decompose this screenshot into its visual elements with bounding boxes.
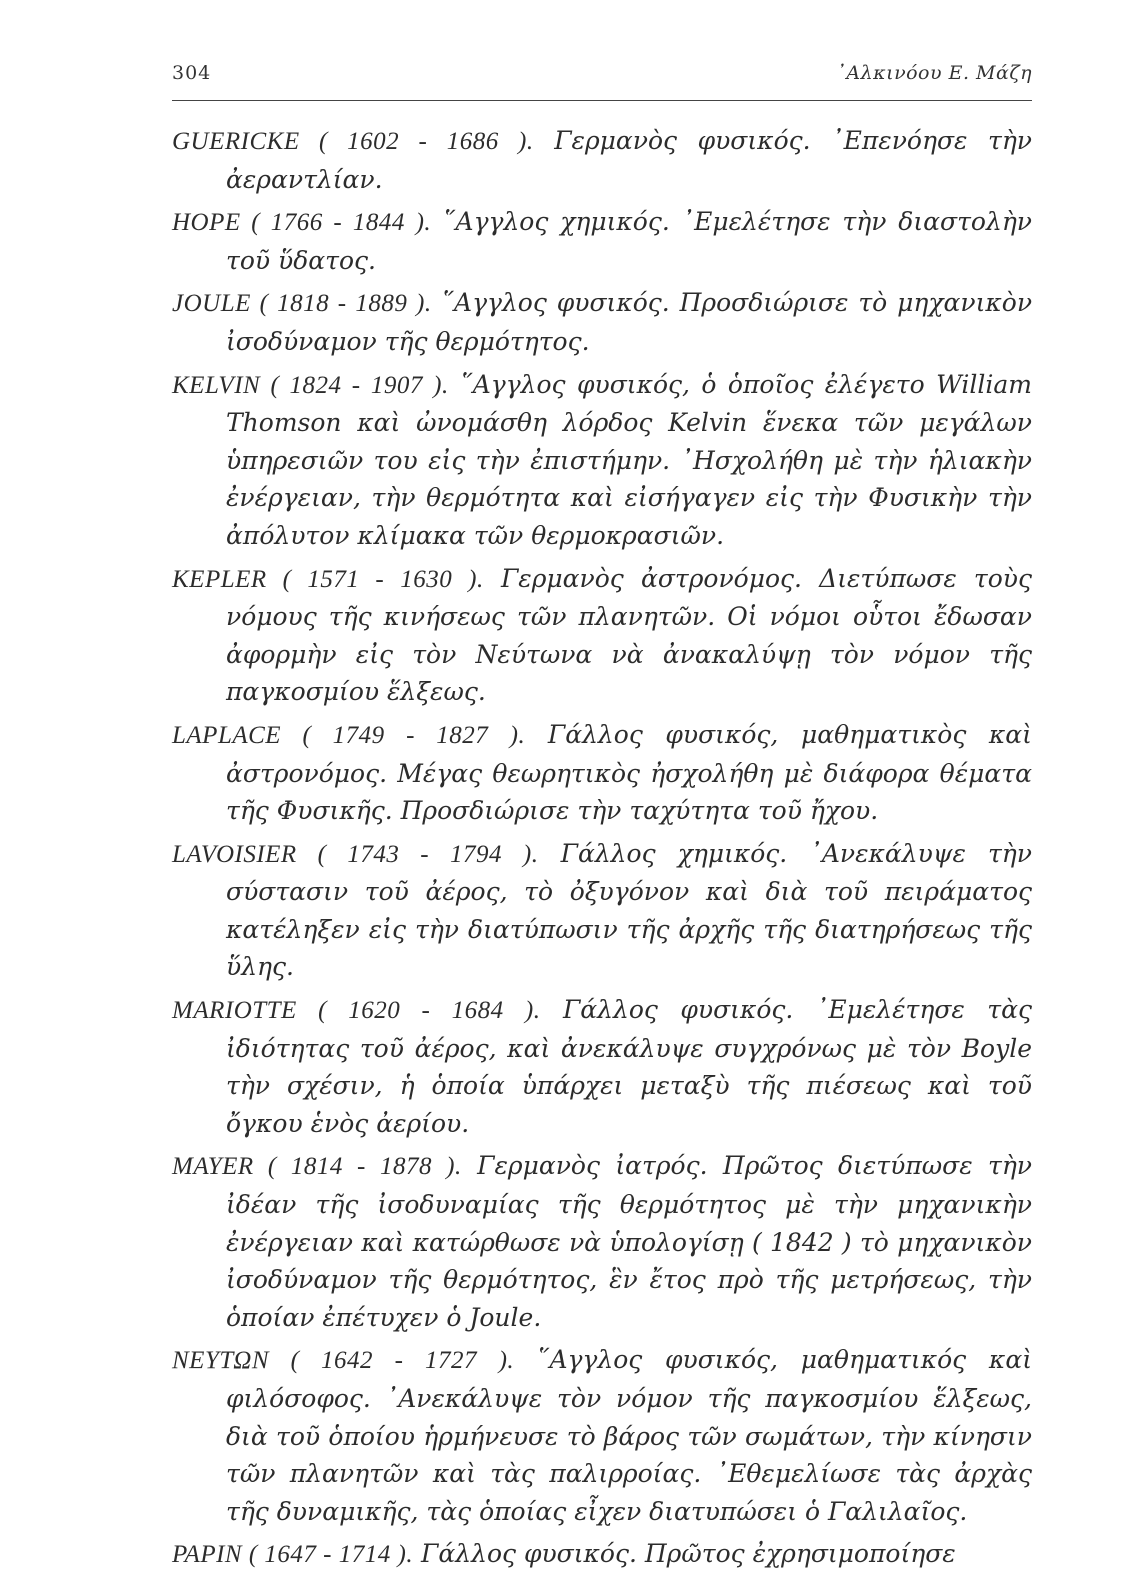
biography-entries [172, 122, 1032, 1579]
entry-mariotte [172, 991, 1032, 1142]
header-rule [172, 100, 1032, 101]
entry-text: Γάλλος χημικός. ᾿Ανεκάλυψε τὴν σύστασιν τοῦ ἀέρος, τὸ ὀξυγόνον καὶ διὰ τοῦ πειράματος κατέληξεν εἰς τὴν διατύπωσιν τῆς ἀρχῆς τῆς διατηρήσεως τῆς ὕλης. [226, 838, 1032, 982]
entry-text: ῞Αγγλος φυσικός. Προσδιώρισε τὸ μηχανικὸν ἰσοδύναμον τῆς θερμότητος. [226, 288, 1033, 356]
entry-name: KEPLER ( 1571 - 1630 ). [172, 565, 484, 593]
entry-text: ῞Αγγλος χημικός. ᾿Εμελέτησε τὴν διαστολὴν τοῦ ὕδατος. [226, 207, 1032, 275]
entry-laplace [172, 716, 1032, 830]
page-number: 304 [172, 62, 212, 84]
running-head: ᾿Αλκινόου Ε. Μάζη [836, 62, 1032, 84]
entry-kepler [172, 560, 1032, 711]
page-header [172, 62, 1032, 102]
entry-text: ῞Αγγλος φυσικός, μαθηματικός καὶ φιλόσοφος. ᾿Ανεκάλυψε τὸν νόμον τῆς παγκοσμίου ἕλξεως, διὰ τοῦ ὁποίου ἡρμήνευσε τὸ βάρος τῶν σωμάτων, τὴν κίνησιν τῶν πλανητῶν καὶ τὰς παλιρροίας. ᾿Εθεμελίωσε τὰς ἀρχὰς τῆς δυναμικῆς, τὰς ὁποίας εἶχεν διατυπώσει ὁ Γαλιλαῖος. [226, 1345, 1032, 1526]
entry-text: Γερμανὸς ἰατρός. Πρῶτος διετύπωσε τὴν ἰδέαν τῆς ἰσοδυναμίας τῆς θερμότητος μὲ τὴν μηχανικὴν ἐνέργειαν καὶ κατώρθωσε νὰ ὑπολογίσῃ ( 1842 ) τὸ μηχανικὸν ἰσοδύναμον τῆς θερμότητος, ἓν ἔτος πρὸ τῆς μετρήσεως, τὴν ὁποίαν ἐπέτυχεν ὁ Joule. [226, 1151, 1032, 1332]
entry-name: HOPE ( 1766 - 1844 ). [172, 209, 432, 237]
entry-text: Γερμανὸς φυσικός. ᾿Επενόησε τὴν ἀεραντλίαν. [226, 126, 1032, 194]
entry-name: MARIOTTE ( 1620 - 1684 ). [172, 997, 541, 1025]
entry-name: JOULE ( 1818 - 1889 ). [172, 290, 432, 318]
entry-papin [172, 1535, 1032, 1574]
entry-name: LAVOISIER ( 1743 - 1794 ). [172, 840, 539, 868]
entry-hope [172, 203, 1032, 279]
entry-name: LAPLACE ( 1749 - 1827 ). [172, 721, 526, 749]
entry-name: KELVIN ( 1824 - 1907 ). [172, 371, 449, 399]
entry-mayer [172, 1147, 1032, 1336]
entry-lavoisier [172, 835, 1032, 986]
entry-text: Γερμανὸς ἀστρονόμος. Διετύπωσε τοὺς νόμους τῆς κινήσεως τῶν πλανητῶν. Οἱ νόμοι οὗτοι ἔδωσαν ἀφορμὴν εἰς τὸν Νεύτωνα νὰ ἀνακαλύψῃ τὸν νόμον τῆς παγκοσμίου ἕλξεως. [226, 563, 1032, 707]
entry-kelvin [172, 366, 1032, 555]
entry-name: GUERICKE ( 1602 - 1686 ). [172, 128, 534, 155]
entry-joule [172, 284, 1032, 360]
entry-text: ῞Αγγλος φυσικός, ὁ ὁποῖος ἐλέγετο William Thomson καὶ ὠνομάσθη λόρδος Kelvin ἕνεκα τῶν μεγάλων ὑπηρεσιῶν του εἰς τὴν ἐπιστήμην. ᾿Ησχολήθη μὲ τὴν ἡλιακὴν ἐνέργειαν, τὴν θερμότητα καὶ εἰσήγαγεν εἰς τὴν Φυσικὴν τὴν ἀπόλυτον κλίμακα τῶν θερμοκρασιῶν. [226, 369, 1032, 550]
entry-guericke [172, 122, 1032, 198]
entry-text: Γάλλος φυσικός, μαθηματικὸς καὶ ἀστρονόμος. Μέγας θεωρητικὸς ἠσχολήθη μὲ διάφορα θέματα τῆς Φυσικῆς. Προσδιώρισε τὴν ταχύτητα τοῦ ἤχου. [226, 719, 1032, 826]
entry-newton [172, 1341, 1032, 1530]
entry-text: Γάλλος φυσικός. ᾿Εμελέτησε τὰς ἰδιότητας τοῦ ἀέρος, καὶ ἀνεκάλυψε συγχρόνως μὲ τὸν Boyle τὴν σχέσιν, ἡ ὁποία ὑπάρχει μεταξὺ τῆς πιέσεως καὶ τοῦ ὄγκου ἑνὸς ἀερίου. [226, 995, 1032, 1138]
entry-name: PAPIN ( 1647 - 1714 ). [172, 1541, 414, 1569]
entry-text: Γάλλος φυσικός. Πρῶτος ἐχρησιμοποίησε [421, 1539, 956, 1569]
entry-name: MAYER ( 1814 - 1878 ). [172, 1153, 462, 1181]
entry-name: ΝΕΥΤΩΝ ( 1642 - 1727 ). [172, 1347, 515, 1375]
